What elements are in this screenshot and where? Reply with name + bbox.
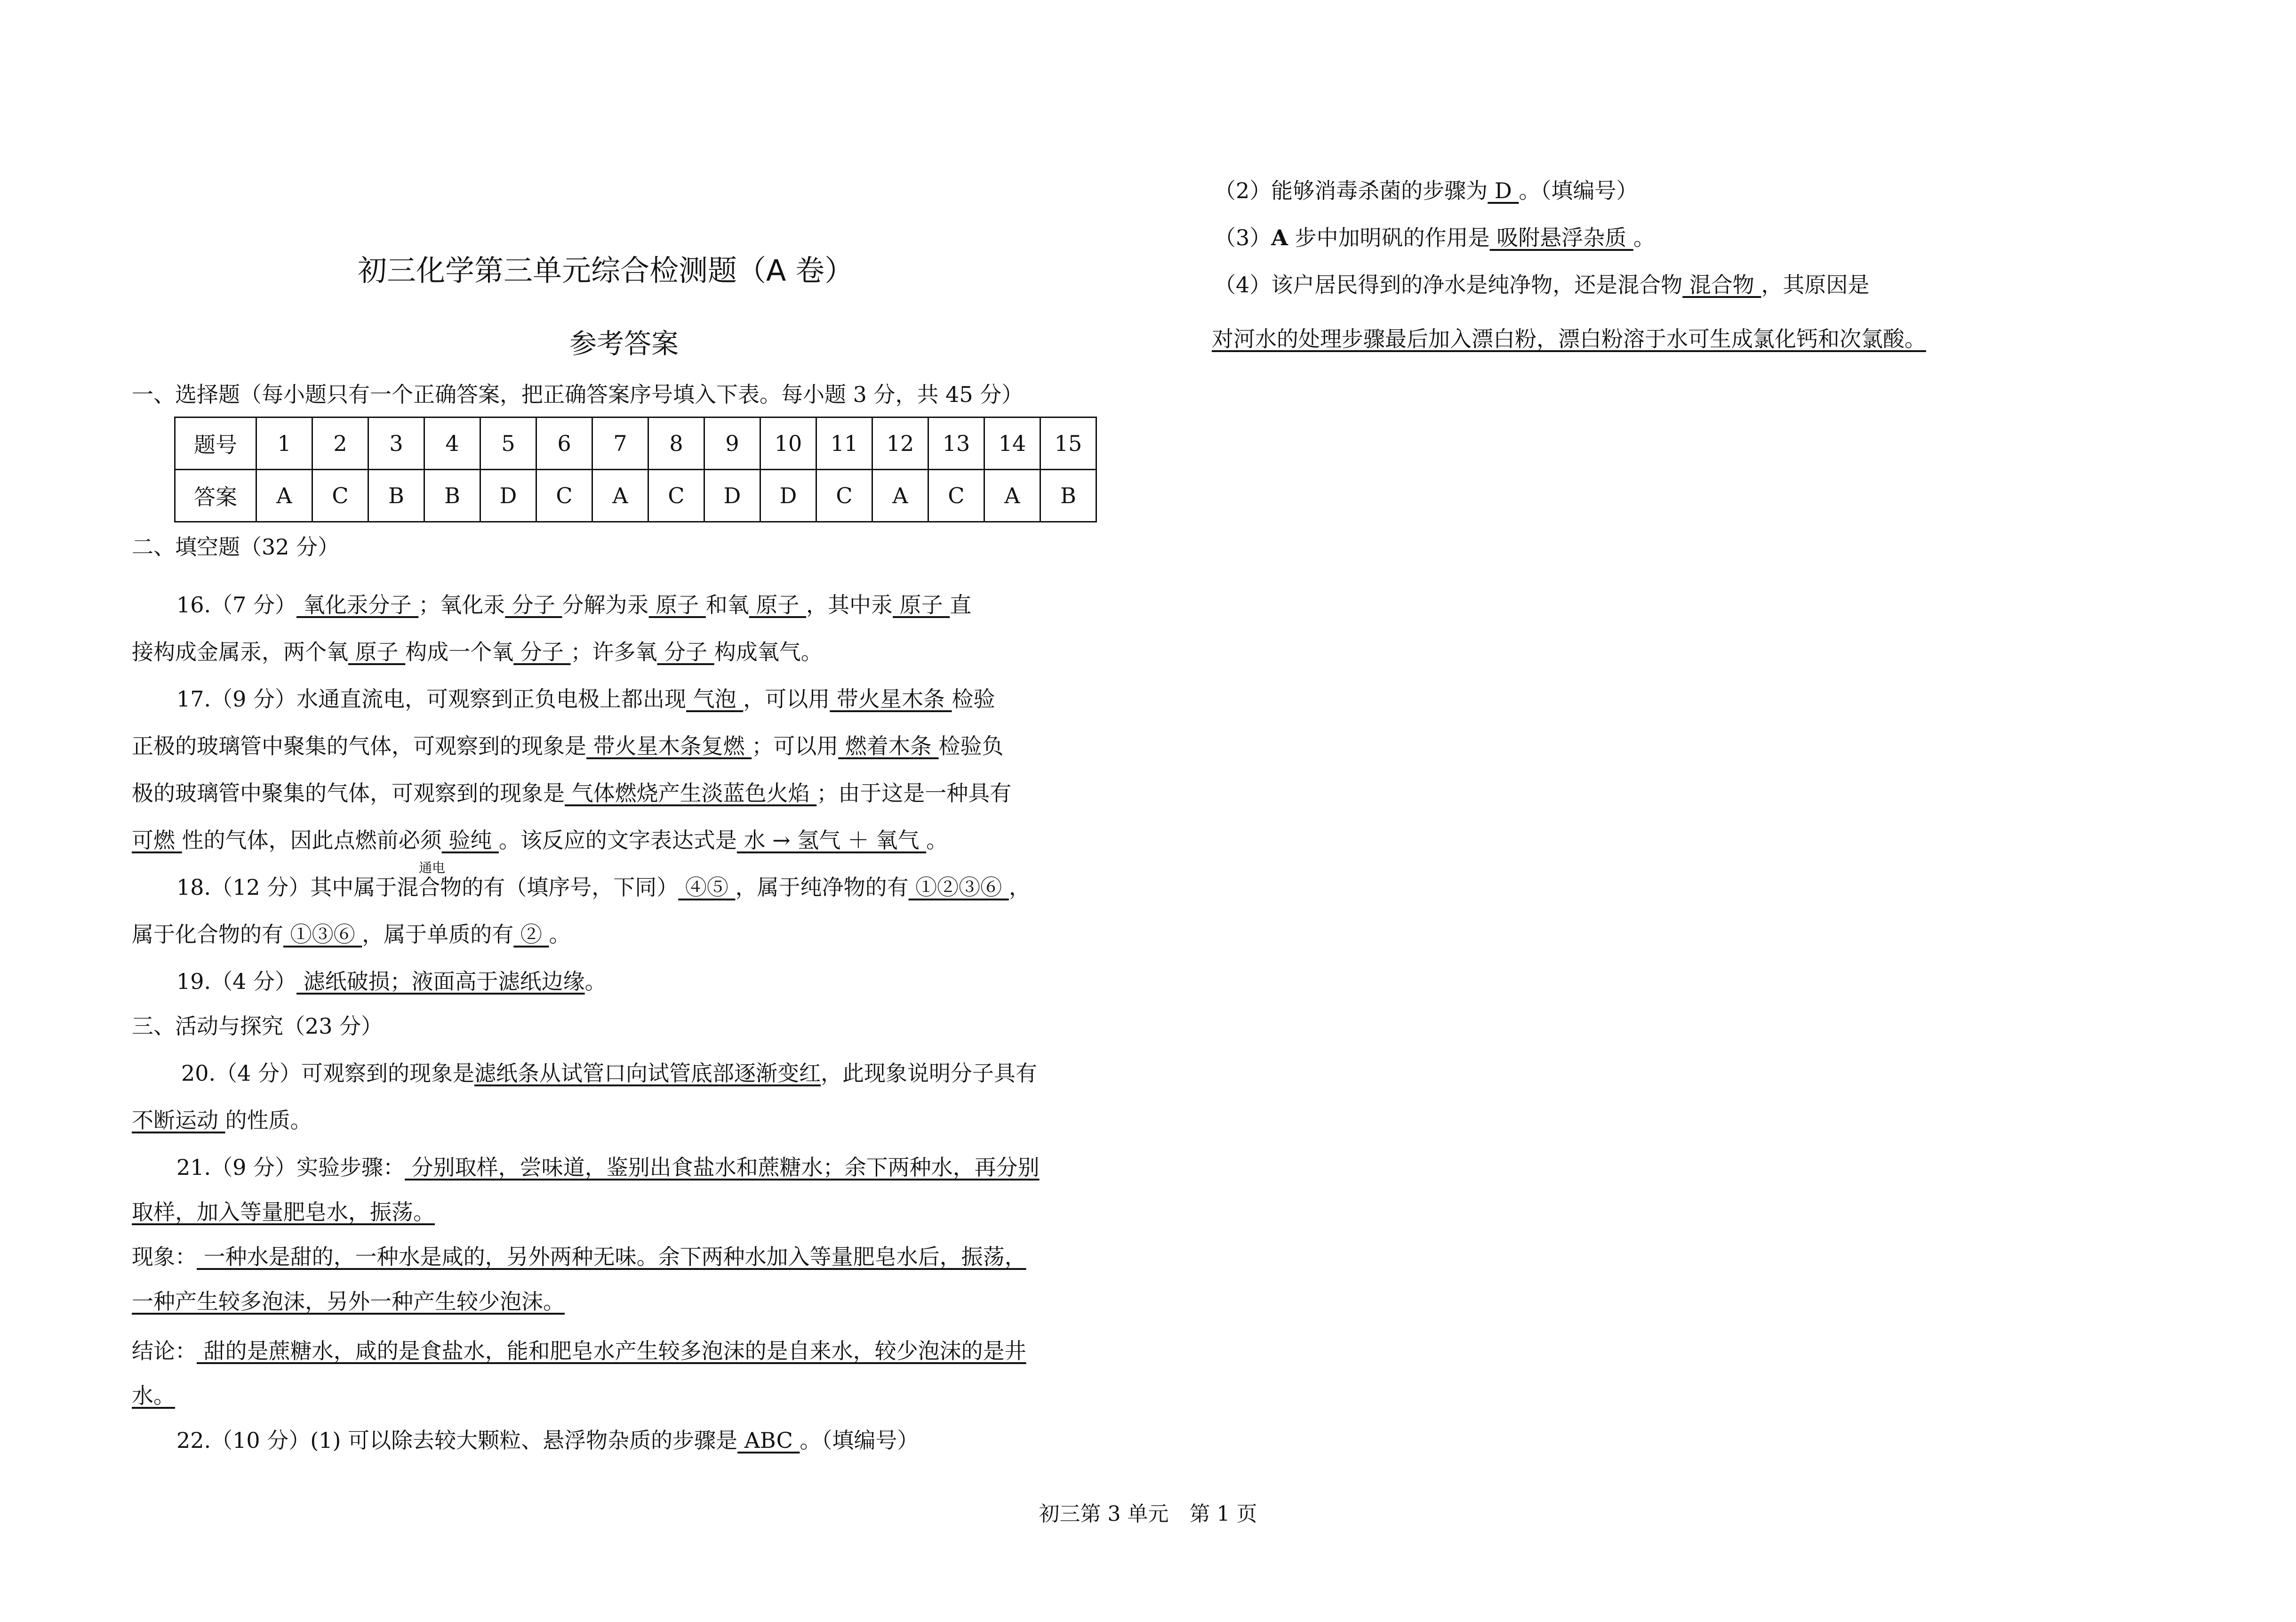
- answer-blank: 分别取样，尝味道，鉴别出食盐水和蔗糖水；余下两种水，再分别: [405, 1155, 1040, 1180]
- answer-blank: 混合物: [1682, 272, 1761, 297]
- page-footer: 初三第 3 单元 第 1 页: [1039, 1502, 1257, 1526]
- table-cell: 2: [312, 418, 368, 470]
- answer-blank: 带火星木条: [830, 686, 952, 712]
- answer-blank: 取样，加入等量肥皂水，振荡。: [132, 1199, 435, 1225]
- answer-blank: 水 → 氢气 ＋ 氧气: [736, 827, 927, 853]
- q20-line1: 20.（4 分）可观察到的现象是滤纸条从试管口向试管底部逐渐变红，此现象说明分子具有: [181, 1060, 1038, 1086]
- table-cell: C: [928, 470, 984, 522]
- table-cell: 12: [872, 418, 928, 470]
- q16-line1: 16.（7 分） 氧化汞分子 ；氧化汞 分子 分解为汞 原子 和氧 原子 ，其中汞 原子 直: [176, 592, 972, 618]
- page-subtitle: 参考答案: [569, 328, 679, 360]
- table-cell: A: [592, 470, 648, 522]
- q17-line2: 正极的玻璃管中聚集的气体，可观察到的现象是 带火星木条复燃 ；可以用 燃着木条 检验负: [132, 733, 1004, 759]
- answer-blank: ②: [513, 922, 549, 947]
- page-title: 初三化学第三单元综合检测题（A 卷）: [358, 253, 854, 288]
- answer-blank: 甜的是蔗糖水，咸的是食盐水，能和肥皂水产生较多泡沫的是自来水，较少泡沫的是井: [197, 1338, 1026, 1364]
- table-cell: D: [760, 470, 816, 522]
- table-cell: D: [480, 470, 536, 522]
- q21-line2: [132, 1198, 435, 1226]
- answer-blank: 一种水是甜的，一种水是咸的，另外两种无味。余下两种水加入等量肥皂水后，振荡，: [197, 1244, 1026, 1269]
- q22-line1: 22.（10 分）(1) 可以除去较大颗粒、悬浮物杂质的步骤是 ABC 。（填编号）: [176, 1428, 919, 1453]
- answer-blank: ①③⑥: [283, 922, 362, 947]
- table-cell: B: [368, 470, 424, 522]
- q22-part4: （4）该户居民得到的净水是纯净物，还是混合物 混合物 ，其原因是: [1214, 272, 1870, 297]
- table-row-answers: [175, 470, 1096, 522]
- answer-blank: 原子: [648, 592, 706, 618]
- table-cell: 11: [816, 418, 872, 470]
- answer-blank: ④⑤: [678, 875, 736, 900]
- q17-line1: 17.（9 分）水通直流电，可观察到正负电极上都出现 气泡 ，可以用 带火星木条 检验: [176, 686, 995, 712]
- answer-blank: 原子: [749, 592, 807, 618]
- table-cell: C: [536, 470, 592, 522]
- q16-line2: 接构成金属汞，两个氧 原子 构成一个氧 分子 ；许多氧 分子 构成氧气。: [132, 639, 823, 665]
- table-cell: D: [704, 470, 760, 522]
- table-cell: B: [1040, 470, 1096, 522]
- answer-blank: 滤纸条从试管口向试管底部逐渐变红: [474, 1060, 821, 1086]
- answer-blank: 水。: [132, 1383, 175, 1408]
- answer-blank: 带火星木条复燃: [586, 733, 752, 759]
- answer-blank: 不断运动: [132, 1108, 225, 1133]
- q22-part3: （3）A 步中加明矾的作用是 吸附悬浮杂质 。: [1214, 225, 1655, 250]
- table-cell: 15: [1040, 418, 1096, 470]
- q18-line1: 18.（12 分）其中属于混合物的有（填序号，下同） ④⑤ ，属于纯净物的有 ①②③⑥ ，: [176, 875, 1031, 900]
- q21-line6: [132, 1381, 175, 1410]
- table-row-label: 题号: [175, 418, 256, 470]
- answer-blank: D: [1488, 178, 1519, 203]
- answer-blank: 一种产生较多泡沫，另外一种产生较少泡沫。: [132, 1289, 565, 1314]
- answer-table: [174, 417, 1097, 522]
- table-cell: 6: [536, 418, 592, 470]
- section3-heading: 三、活动与探究（23 分）: [132, 1013, 383, 1039]
- q22-part2: （2）能够消毒杀菌的步骤为 D 。（填编号）: [1214, 178, 1638, 203]
- q21-line5: 结论： 甜的是蔗糖水，咸的是食盐水，能和肥皂水产生较多泡沫的是自来水，较少泡沫的是井: [132, 1338, 1026, 1364]
- answer-blank: 分子: [657, 639, 714, 665]
- answer-blank: 分子: [505, 592, 562, 618]
- table-row-numbers: [175, 418, 1096, 470]
- q20-line2: 不断运动 的性质。: [132, 1108, 312, 1133]
- section1-heading: 一、选择题（每小题只有一个正确答案，把正确答案序号填入下表。每小题 3 分，共 45 分）: [132, 382, 1024, 407]
- table-cell: 10: [760, 418, 816, 470]
- table-cell: A: [984, 470, 1040, 522]
- q21-line3: 现象： 一种水是甜的，一种水是咸的，另外两种无味。余下两种水加入等量肥皂水后，振荡，: [132, 1244, 1026, 1269]
- q22-part4-reason: [1212, 325, 1926, 353]
- answer-blank: 滤纸破损；液面高于滤纸边缘: [296, 969, 585, 994]
- answer-blank: 吸附悬浮杂质: [1489, 225, 1633, 250]
- answer-blank: 氧化汞分子: [296, 592, 419, 618]
- q17-line3: 极的玻璃管中聚集的气体，可观察到的现象是 气体燃烧产生淡蓝色火焰 ；由于这是一种具有: [132, 780, 1012, 806]
- q18-line2: 属于化合物的有 ①③⑥ ，属于单质的有 ② 。: [132, 922, 571, 947]
- table-cell: 3: [368, 418, 424, 470]
- answer-blank: 气体燃烧产生淡蓝色火焰: [565, 780, 817, 806]
- answer-blank: 验纯: [441, 827, 499, 853]
- table-cell: 7: [592, 418, 648, 470]
- q17-line4: 可燃 性的气体，因此点燃前必须 验纯 。该反应的文字表达式是 水 → 氢气 ＋ 氧气 。: [132, 827, 948, 853]
- q19-line1: 19.（4 分） 滤纸破损；液面高于滤纸边缘。: [176, 969, 607, 994]
- answer-blank: ①②③⑥: [908, 875, 1009, 900]
- table-cell: 8: [648, 418, 704, 470]
- answer-blank: 原子: [893, 592, 950, 618]
- table-cell: 4: [424, 418, 480, 470]
- answer-blank: 燃着木条: [838, 733, 939, 759]
- answer-blank: 可燃: [132, 827, 182, 853]
- table-cell: 9: [704, 418, 760, 470]
- section2-heading: 二、填空题（32 分）: [132, 534, 340, 560]
- answer-blank: ABC: [737, 1428, 800, 1453]
- table-row-label: 答案: [175, 470, 256, 522]
- q21-line1: 21.（9 分）实验步骤： 分别取样，尝味道，鉴别出食盐水和蔗糖水；余下两种水，再分别: [176, 1155, 1040, 1180]
- table-cell: 14: [984, 418, 1040, 470]
- q21-line4: [132, 1287, 565, 1316]
- table-cell: A: [256, 470, 312, 522]
- answer-blank: 原子: [348, 639, 406, 665]
- table-cell: C: [648, 470, 704, 522]
- table-cell: 13: [928, 418, 984, 470]
- answer-blank: 气泡: [686, 686, 744, 712]
- table-cell: C: [816, 470, 872, 522]
- answer-blank: 对河水的处理步骤最后加入漂白粉，漂白粉溶于水可生成氯化钙和次氯酸。: [1212, 326, 1926, 352]
- table-cell: A: [872, 470, 928, 522]
- table-cell: 5: [480, 418, 536, 470]
- reaction-condition-label: 通电: [419, 860, 446, 875]
- answer-blank: 分子: [513, 639, 571, 665]
- table-cell: C: [312, 470, 368, 522]
- table-cell: 1: [256, 418, 312, 470]
- table-cell: B: [424, 470, 480, 522]
